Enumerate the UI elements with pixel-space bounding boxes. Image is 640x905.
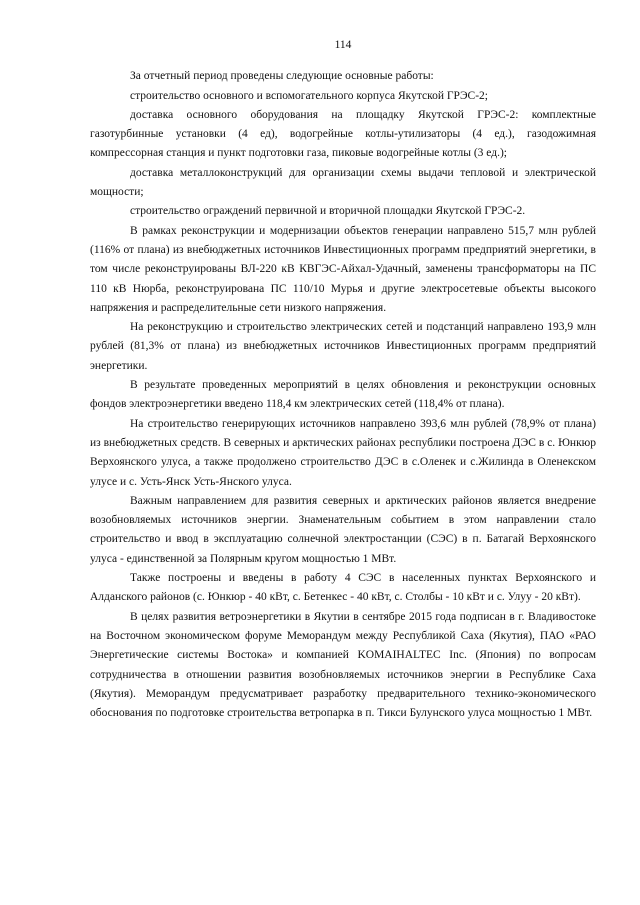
paragraph-item-equipment-delivery: доставка основного оборудования на площадку Якутской ГРЭС-2: комплектные газотурбинные установки (4 ед), водогрейные котлы-утилизаторы (4 ед.), газодожимная компрессорная станция и пункт подготовки газа, пиковые водогрейные котлы (3 ед.); bbox=[90, 108, 596, 160]
paragraph-item-fencing: строительство ограждений первичной и вторичной площадки Якутской ГРЭС-2. bbox=[130, 205, 526, 218]
paragraph-item-metal-structures: доставка металлоконструкций для организации схемы выдачи тепловой и электрической мощности; bbox=[90, 166, 596, 199]
paragraph-solar-stations: Также построены и введены в работу 4 СЭС в населенных пунктах Верхоянского и Алданского районов (с. Юнкюр - 40 кВт, с. Бетенкес - 40 кВт, с. Столбы - 10 кВт и с. Улуу - 20 кВт). bbox=[90, 572, 596, 604]
page-number: 114 bbox=[334, 39, 352, 51]
paragraph-generation-modernization: В рамках реконструкции и модернизации объектов генерации направлено 515,7 млн рублей (116% от плана) из внебюджетных источников Инвестиционных программ предприятий энергетики, в том числе реконструированы ВЛ-220 кВ КВГЭС-Айхал-Удачный, заменены трансформаторы на ПС 110 кВ Нюрба, реконструирована ПС 110/10 Мурья и другие электросетевые объекты высокого напряжения и распределительные сети низкого напряжения. bbox=[90, 224, 596, 314]
paragraph-wind-memorandum: В целях развития ветроэнергетики в Якутии в сентябре 2015 года подписан в г. Владивостоке на Восточном экономическом форуме Меморандум между Республикой Саха (Якутия), ПАО «РАО Энергетические системы Востока» и компанией KOMAIHALTEC Inc. (Япония) по вопросам сотрудничества в отношении развития возобновляемых источников энергии в Республике Саха (Якутия). Меморандум предусматривает разработку предварительного технико-экономического обоснования по подготовке строительства ветропарка в п. Тикси Булунского улуса мощностью 1 МВт. bbox=[90, 610, 596, 720]
paragraph-renewables: Важным направлением для развития северных и арктических районов является внедрение возобновляемых источников энергии. Знаменательным событием в этом направлении стало строительство и ввод в эксплуатацию солнечной электростанции (СЭС) в п. Батагай Верхоянского улуса - единственной за Полярным кругом мощностью 1 МВт. bbox=[90, 494, 596, 565]
paragraph-item-construction: строительство основного и вспомогательного корпуса Якутской ГРЭС-2; bbox=[130, 89, 488, 102]
paragraph-grid-construction: На реконструкцию и строительство электрических сетей и подстанций направлено 193,9 млн рублей (81,3% от плана) из внебюджетных источников Инвестиционных программ предприятий энергетики. bbox=[90, 321, 596, 372]
document-page bbox=[90, 36, 596, 723]
paragraph-intro: За отчетный период проведены следующие основные работы: bbox=[130, 70, 434, 83]
paragraph-grid-results: В результате проведенных мероприятий в целях обновления и реконструкции основных фондов электроэнергетики введено 118,4 км электрических сетей (118,4% от плана). bbox=[90, 379, 596, 411]
paragraph-generating-sources: На строительство генерирующих источников направлено 393,6 млн рублей (78,9% от плана) из внебюджетных средств. В северных и арктических районах республики построена ДЭС в с. Юнкюр Верхоянского улуса, а также продолжено строительство ДЭС в с.Оленек и с.Жилинда в Оленекском улусе и с. Усть-Янск Усть-Янского улуса. bbox=[90, 417, 596, 488]
